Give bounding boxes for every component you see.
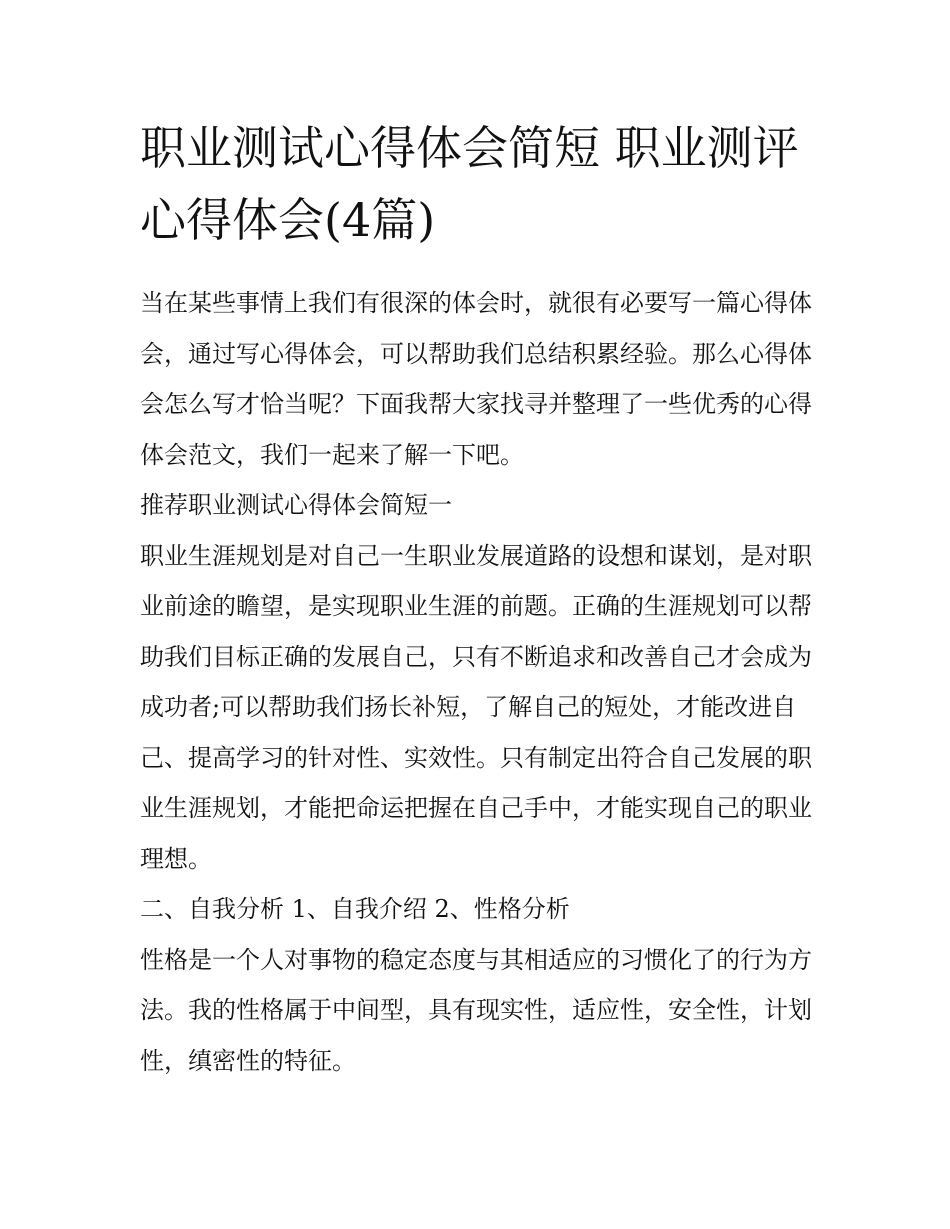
document-body — [140, 112, 812, 1086]
section-heading-2: 二、自我分析 1、自我介绍 2、性格分析 — [140, 895, 570, 923]
section-heading-1: 推荐职业测试心得体会简短一 — [140, 491, 452, 519]
section-paragraph-1: 职业生涯规划是对自己一生职业发展道路的设想和谋划，是对职业前途的瞻望，是实现职业生涯的前题。正确的生涯规划可以帮助我们目标正确的发展自己，只有不断追求和改善自己才会成为成功者;可以帮助我们扬长补短，了解自己的短处，才能改进自己、提高学习的针对性、实效性。只有制定出符合自己发展的职业生涯规划，才能把命运把握在自己手中，才能实现自己的职业理想。 — [140, 541, 812, 873]
document-title: 职业测试心得体会简短 职业测评心得体会(4篇) — [140, 121, 799, 247]
intro-paragraph: 当在某些事情上我们有很深的体会时，就很有必要写一篇心得体会，通过写心得体会，可以帮助我们总结积累经验。那么心得体会怎么写才恰当呢？下面我帮大家找寻并整理了一些优秀的心得体会范文，我们一起来了解一下吧。 — [140, 289, 812, 469]
section-paragraph-2: 性格是一个人对事物的稳定态度与其相适应的习惯化了的行为方法。我的性格属于中间型，具有现实性，适应性，安全性，计划性，缜密性的特征。 — [140, 945, 812, 1075]
